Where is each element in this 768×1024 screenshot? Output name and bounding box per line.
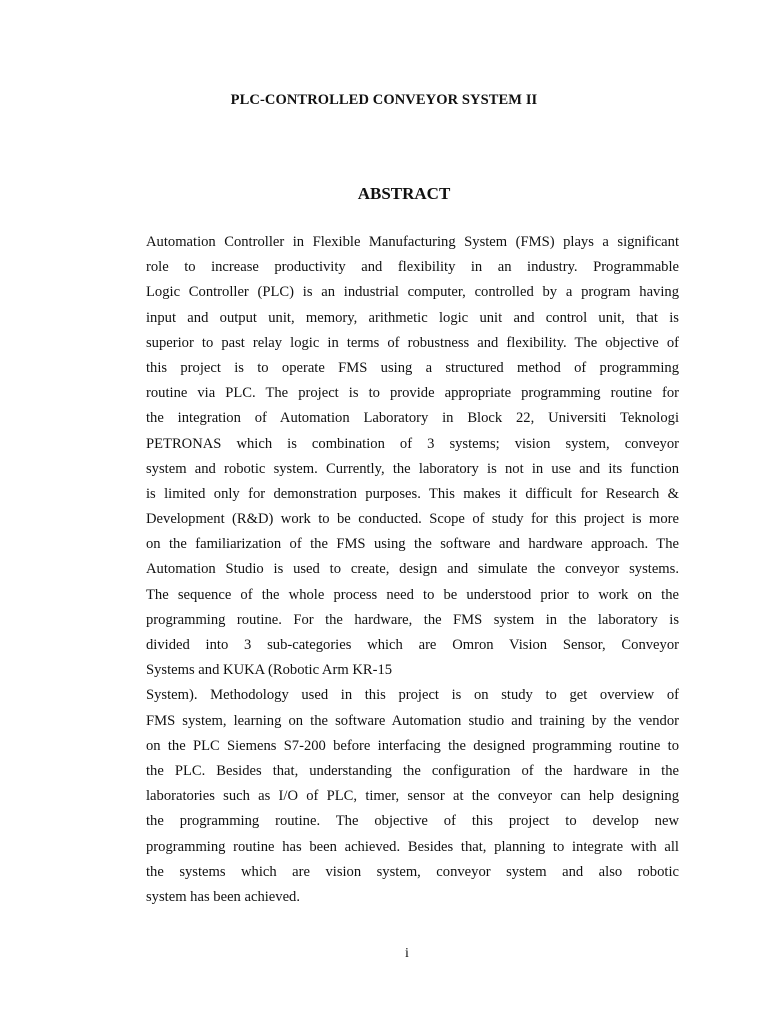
abstract-heading: ABSTRACT <box>357 184 451 203</box>
abstract-line: role to increase productivity and flexibility in an industry. Programmable <box>146 259 679 276</box>
abstract-line: Automation Studio is used to create, design and simulate the conveyor systems. <box>146 561 679 578</box>
abstract-line: FMS system, learning on the software Automation studio and training by the vendor <box>146 712 679 729</box>
abstract-line: the programming routine. The objective of this project to develop new <box>146 813 679 830</box>
abstract-line: this project is to operate FMS using a structured method of programming <box>146 359 679 376</box>
abstract-line: is limited only for demonstration purposes. This makes it difficult for Research & <box>146 485 679 502</box>
document-title: PLC-CONTROLLED CONVEYOR SYSTEM II <box>230 92 538 108</box>
abstract-line: the integration of Automation Laboratory in Block 22, Universiti Teknologi <box>146 410 679 427</box>
abstract-line: superior to past relay logic in terms of robustness and flexibility. The objective of <box>146 334 679 351</box>
abstract-line: the systems which are vision system, conveyor system and also robotic <box>146 863 679 880</box>
abstract-line: system has been achieved. <box>146 888 300 905</box>
abstract-line: Systems and KUKA (Robotic Arm KR-15 <box>146 662 393 679</box>
abstract-line: laboratories such as I/O of PLC, timer, sensor at the conveyor can help designing <box>146 788 679 805</box>
abstract-line: routine via PLC. The project is to provide appropriate programming routine for <box>146 385 679 402</box>
abstract-line: System). Methodology used in this project is on study to get overview of <box>146 687 679 704</box>
abstract-line: programming routine has been achieved. Besides that, planning to integrate with all <box>146 838 679 855</box>
abstract-line: Development (R&D) work to be conducted. Scope of study for this project is more <box>146 511 679 528</box>
abstract-line: Automation Controller in Flexible Manufacturing System (FMS) plays a significant <box>146 234 679 250</box>
abstract-line: the PLC. Besides that, understanding the configuration of the hardware in the <box>146 762 679 779</box>
abstract-line: on the familiarization of the FMS using the software and hardware approach. The <box>146 536 679 553</box>
abstract-line: PETRONAS which is combination of 3 systems; vision system, conveyor <box>146 435 679 452</box>
abstract-body <box>146 230 679 910</box>
abstract-line: divided into 3 sub-categories which are Omron Vision Sensor, Conveyor <box>146 637 679 653</box>
abstract-line: system and robotic system. Currently, the laboratory is not in use and its function <box>146 460 679 477</box>
page-number: i <box>405 946 409 961</box>
abstract-line: programming routine. For the hardware, the FMS system in the laboratory is <box>146 611 679 628</box>
abstract-line: The sequence of the whole process need to be understood prior to work on the <box>146 586 679 603</box>
abstract-line: on the PLC Siemens S7-200 before interfacing the designed programming routine to <box>146 737 679 754</box>
abstract-line: Logic Controller (PLC) is an industrial computer, controlled by a program having <box>146 284 679 301</box>
abstract-line: input and output unit, memory, arithmetic logic unit and control unit, that is <box>146 309 679 326</box>
